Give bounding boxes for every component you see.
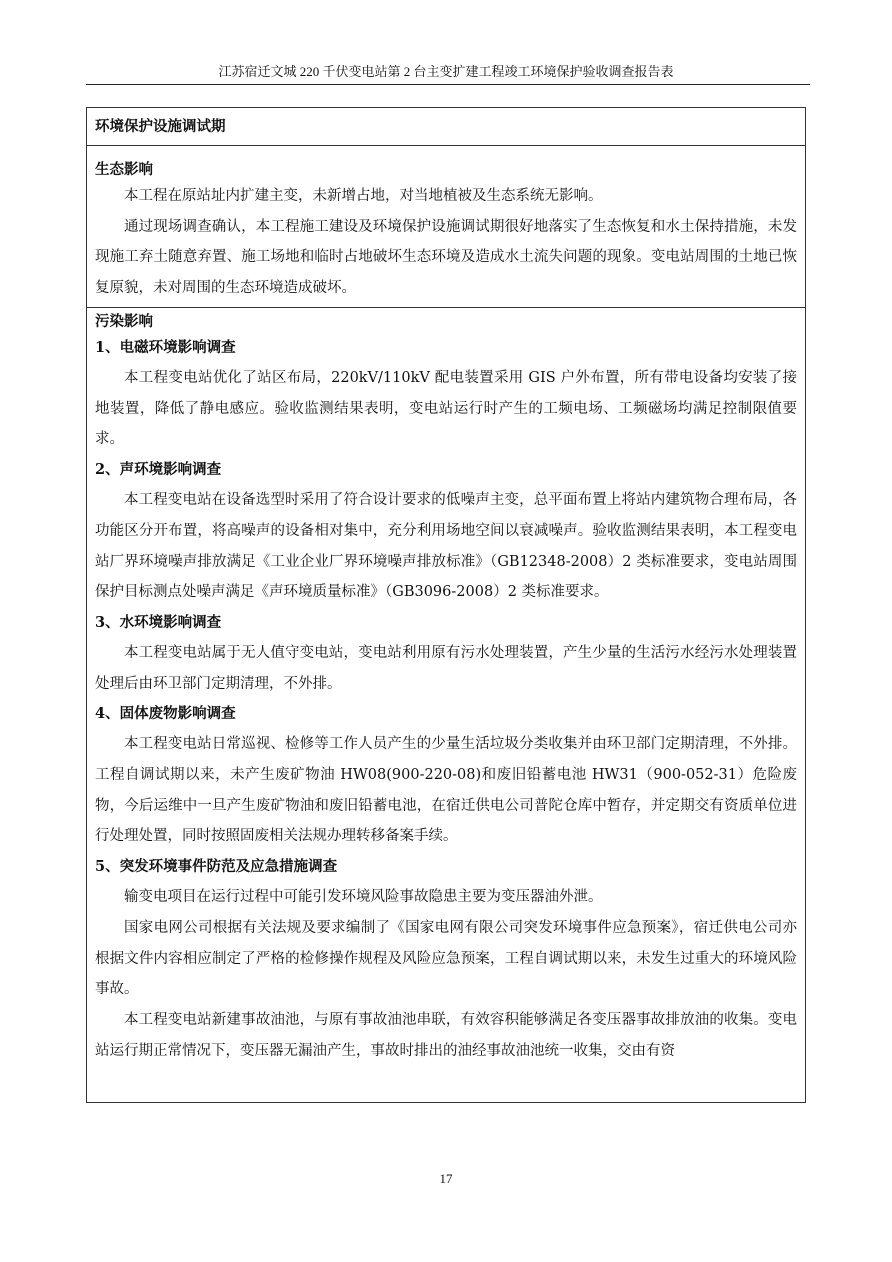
paragraph: 本工程变电站新建事故油池，与原有事故油池串联，有效容积能够满足各变压器事故排放油的收集。变电站运行期正常情况下，变压器无漏油产生，事故时排出的油经事故油池统一收集，交由有资 bbox=[95, 1011, 797, 1059]
subsection-title: 2、声环境影响调查 bbox=[95, 461, 222, 479]
paragraph: 本工程变电站优化了站区布局，220kV/110kV 配电装置采用 GIS 户外布置，所有带电设备均安装了接地装置，降低了静电感应。验收监测结果表明，变电站运行时产生的工频电场、工频磁场均满足控制限值要求。 bbox=[95, 370, 797, 448]
page-header: 江苏宿迁文城 220 千伏变电站第 2 台主变扩建工程竣工环境保护验收调查报告表 bbox=[218, 64, 674, 79]
paragraph: 通过现场调查确认，本工程施工建设及环境保护设施调试期很好地落实了生态恢复和水土保持措施，未发现施工弃土随意弃置、施工场地和临时占地破坏生态环境及造成水土流失问题的现象。变电站周围的土地已恢复原貌，未对周围的生态环境造成破坏。 bbox=[95, 218, 797, 297]
paragraph: 本工程在原站址内扩建主变，未新增占地，对当地植被及生态系统无影响。 bbox=[124, 188, 603, 204]
header-rule bbox=[86, 84, 810, 85]
paragraph: 本工程变电站属于无人值守变电站，变电站利用原有污水处理装置，产生少量的生活污水经污水处理装置处理后由环卫部门定期清理，不外排。 bbox=[95, 644, 797, 692]
paragraph: 本工程变电站日常巡视、检修等工作人员产生的少量生活垃圾分类收集并由环卫部门定期清理，不外排。工程自调试期以来，未产生废矿物油 HW08(900-220-08)和废旧铅蓄电池 HW31（900-052-31）危险废物，今后运维中一旦产生废矿物油和废旧铅蓄电池，在宿迁供电公司普陀仓库中暂存，并定期交有资质单位进行处理处置，同时按照固废相关法规办理转移备案手续。 bbox=[95, 736, 797, 845]
paragraph: 输变电项目在运行过程中可能引发环境风险事故隐患主要为变压器油外泄。 bbox=[124, 889, 603, 906]
subsection-title: 5、突发环境事件防范及应急措施调查 bbox=[95, 858, 338, 876]
section-title-row bbox=[87, 108, 805, 146]
paragraph: 国家电网公司根据有关法规及要求编制了《国家电网有限公司突发环境事件应急预案》，宿迁供电公司亦根据文件内容相应制定了严格的检修操作规程及风险应急预案，工程自调试期以来，未发生过重大的环境风险事故。 bbox=[95, 919, 797, 998]
pollution-title: 污染影响 bbox=[95, 313, 153, 330]
subsection-title: 1、电磁环境影响调查 bbox=[95, 339, 236, 356]
page-number: 17 bbox=[439, 1171, 453, 1186]
report-table bbox=[86, 107, 806, 1103]
ecology-title: 生态影响 bbox=[95, 161, 153, 178]
paragraph: 本工程变电站在设备选型时采用了符合设计要求的低噪声主变，总平面布置上将站内建筑物合理布局，各功能区分开布置，将高噪声的设备相对集中，充分利用场地空间以衰减噪声。验收监测结果表明，本工程变电站厂界环境噪声排放满足《工业企业厂界环境噪声排放标准》（GB12348-2008）2 类标准要求，变电站周围保护目标测点处噪声满足《声环境质量标准》（GB3096-2008）2 类标准要求。 bbox=[95, 492, 797, 601]
pollution-row bbox=[87, 308, 805, 1102]
subsection-title: 4、固体废物影响调查 bbox=[95, 705, 236, 723]
subsection-title: 3、水环境影响调查 bbox=[95, 613, 222, 631]
section-title: 环境保护设施调试期 bbox=[95, 118, 226, 135]
ecology-row bbox=[87, 146, 805, 308]
